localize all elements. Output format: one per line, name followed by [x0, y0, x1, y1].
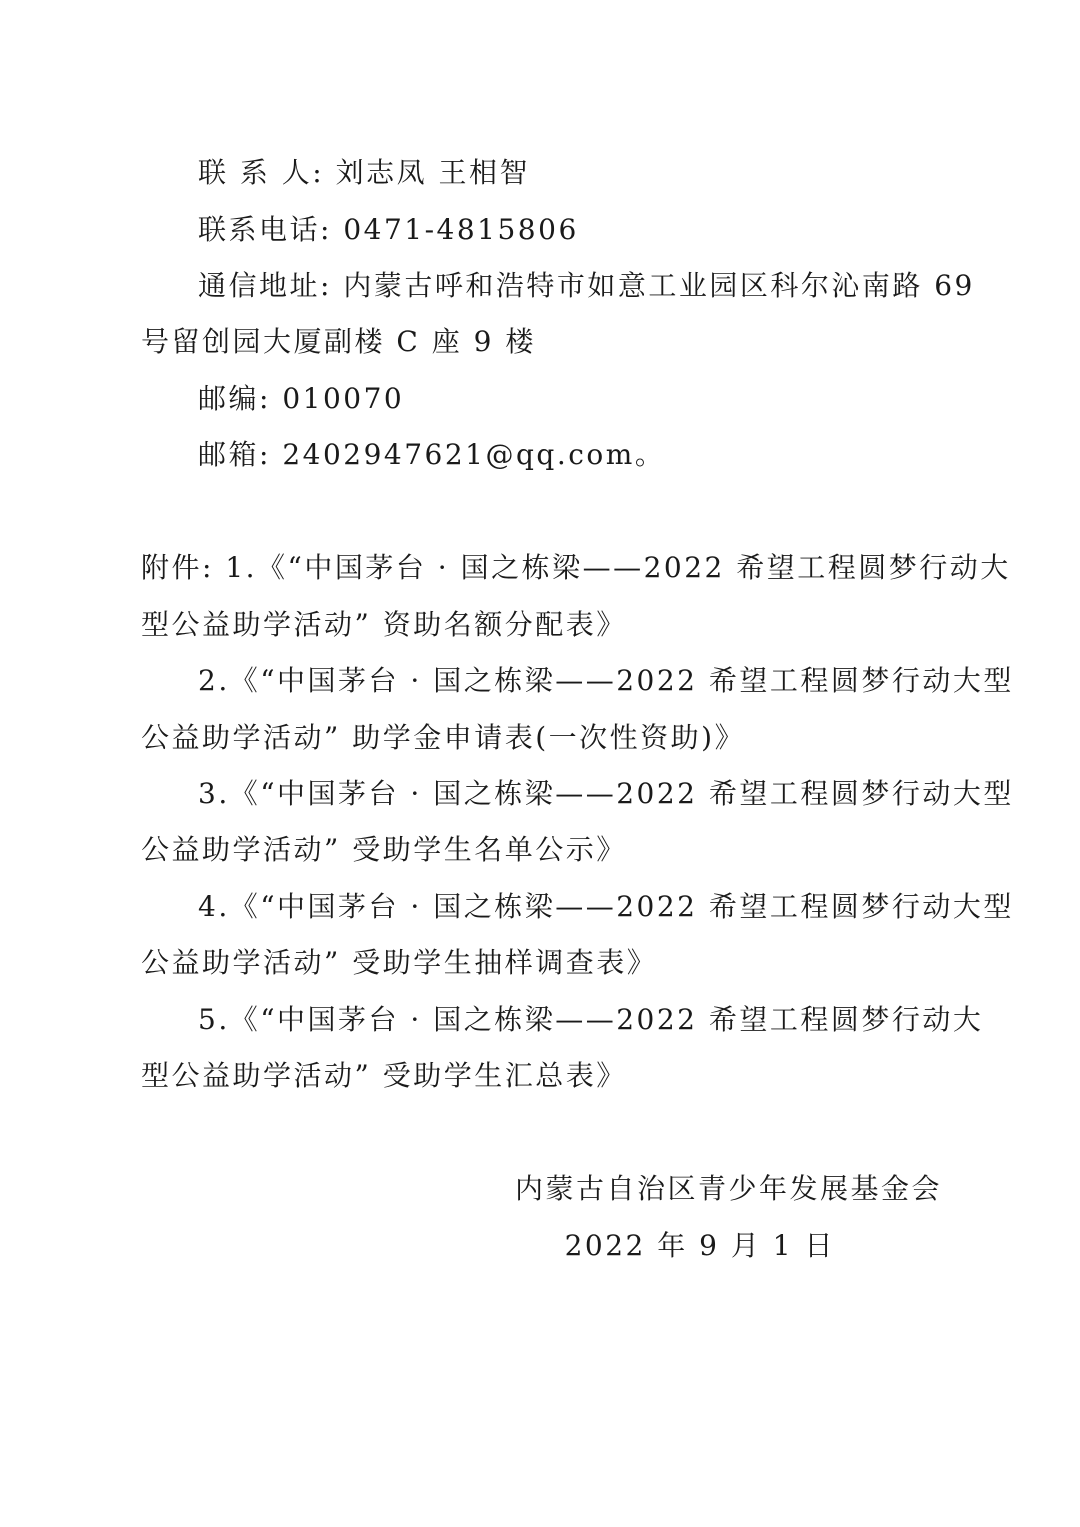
- contact-phone: 联系电话: 0471-4815806: [198, 213, 579, 246]
- attachment-2-line2: 公益助学活动” 助学金申请表(一次性资助)》: [141, 721, 746, 754]
- attachment-3-line1: 3.《“中国茅台 · 国之栋梁——2022 希望工程圆梦行动大型: [198, 777, 1014, 810]
- attachment-2-line1: 2.《“中国茅台 · 国之栋梁——2022 希望工程圆梦行动大型: [198, 664, 1014, 697]
- contact-address-line1: 通信地址: 内蒙古呼和浩特市如意工业园区科尔沁南路 69: [198, 269, 975, 302]
- attachment-1-line1: 附件: 1.《“中国茅台 · 国之栋梁——2022 希望工程圆梦行动大: [141, 551, 1011, 584]
- attachment-4-line1: 4.《“中国茅台 · 国之栋梁——2022 希望工程圆梦行动大型: [198, 890, 1014, 923]
- contact-person: 联 系 人: 刘志凤 王相智: [198, 156, 531, 189]
- attachment-1-line2: 型公益助学活动” 资助名额分配表》: [141, 608, 627, 641]
- attachment-3-line2: 公益助学活动” 受助学生名单公示》: [141, 833, 627, 866]
- contact-address-line2: 号留创园大厦副楼 C 座 9 楼: [141, 325, 536, 358]
- attachment-5-line2: 型公益助学活动” 受助学生汇总表》: [141, 1059, 627, 1092]
- attachment-5-line1: 5.《“中国茅台 · 国之栋梁——2022 希望工程圆梦行动大: [198, 1003, 984, 1036]
- contact-postcode: 邮编: 010070: [198, 382, 405, 415]
- attachment-4-line2: 公益助学活动” 受助学生抽样调查表》: [141, 946, 658, 979]
- signature-date: 2022 年 9 月 1 日: [564, 1229, 835, 1262]
- contact-email: 邮箱: 2402947621@qq.com。: [198, 438, 666, 471]
- signature-organization: 内蒙古自治区青少年发展基金会: [514, 1172, 942, 1205]
